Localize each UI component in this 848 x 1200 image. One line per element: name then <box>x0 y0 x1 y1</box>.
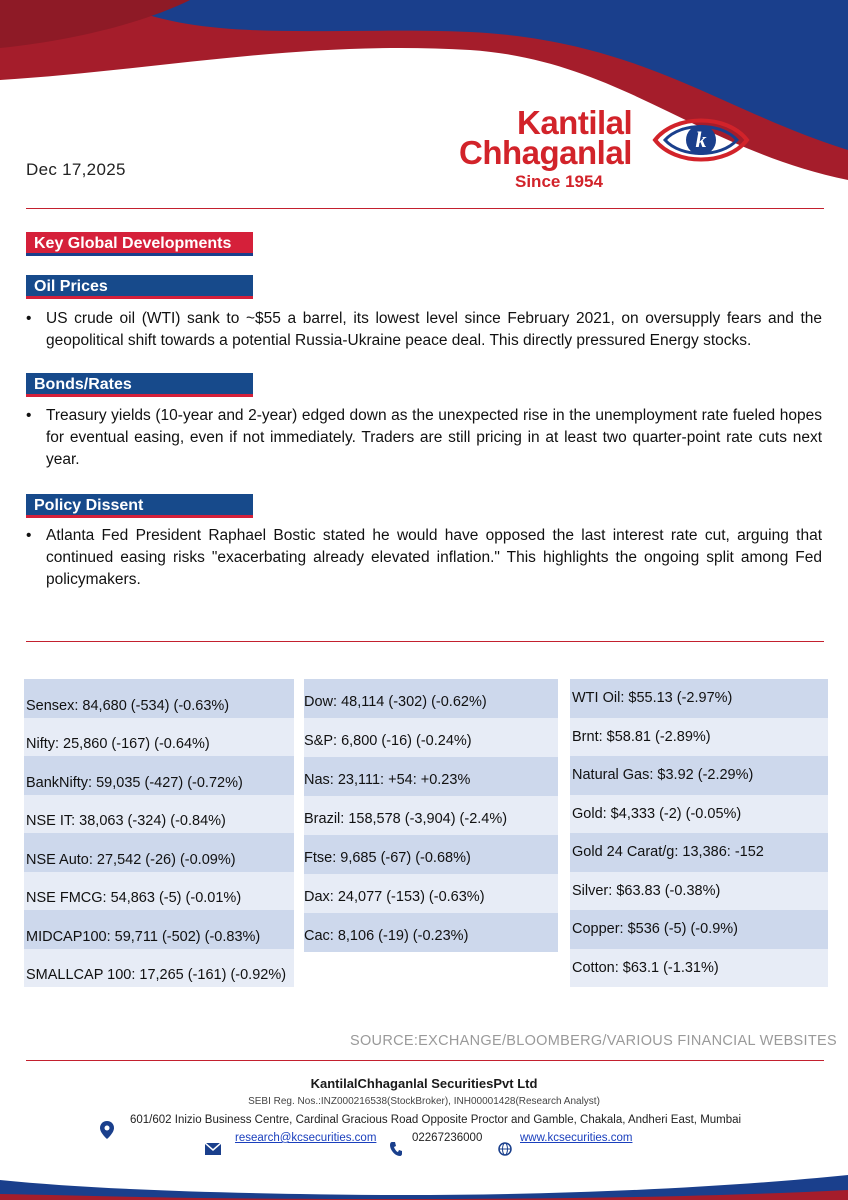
market-cell: Nas: 23,111: +54: +0.23% <box>304 757 558 796</box>
footer-email-link[interactable]: research@kcsecurities.com <box>235 1132 377 1144</box>
market-cell: Copper: $536 (-5) (-0.9%) <box>570 910 828 949</box>
logo-since: Since 1954 <box>515 172 603 191</box>
bullet-oil-text: US crude oil (WTI) sank to ~$55 a barrel, its lowest level since February 2021, on oversupply fears and the geopolitical shift towards a potential Russia-Ukraine peace deal. This directly pressured Energy stocks. <box>46 310 822 349</box>
footer-website-link[interactable]: www.kcsecurities.com <box>520 1132 633 1144</box>
market-cell: SMALLCAP 100: 17,265 (-161) (-0.92%) <box>24 949 294 988</box>
market-cell: Nifty: 25,860 (-167) (-0.64%) <box>24 718 294 757</box>
market-cell: Cac: 8,106 (-19) (-0.23%) <box>304 913 558 952</box>
footer-decoration <box>0 1150 848 1200</box>
company-logo <box>455 104 765 198</box>
key-global-title: Key Global Developments <box>26 232 253 256</box>
header-divider <box>26 208 824 209</box>
bullet-policy-text: Atlanta Fed President Raphael Bostic stated he would have opposed the last interest rate cut, arguing that continued easing risks "exacerbating already elevated inflation." This highlights the ongoing split among Fed policymakers. <box>46 527 822 588</box>
market-cell: WTI Oil: $55.13 (-2.97%) <box>570 679 828 718</box>
market-cell: NSE IT: 38,063 (-324) (-0.84%) <box>24 795 294 834</box>
logo-line-2: Chhaganlal <box>459 134 632 171</box>
market-cell: Dow: 48,114 (-302) (-0.62%) <box>304 679 558 718</box>
globe-icon <box>498 1142 512 1156</box>
bullet-dot: • <box>26 407 32 424</box>
market-cell: Silver: $63.83 (-0.38%) <box>570 872 828 911</box>
market-cell: Dax: 24,077 (-153) (-0.63%) <box>304 874 558 913</box>
logo-line-1: Kantilal <box>517 104 633 141</box>
market-cell: S&P: 6,800 (-16) (-0.24%) <box>304 718 558 757</box>
bullet-policy <box>26 525 822 591</box>
bullet-oil <box>26 308 822 352</box>
source-note: SOURCE:EXCHANGE/BLOOMBERG/VARIOUS FINANCIAL WEBSITES <box>350 1033 837 1049</box>
bullet-bonds <box>26 405 822 471</box>
market-cell: Gold 24 Carat/g: 13,386: -152 <box>570 833 828 872</box>
market-cell: Ftse: 9,685 (-67) (-0.68%) <box>304 835 558 874</box>
market-cell: Cotton: $63.1 (-1.31%) <box>570 949 828 988</box>
markets-domestic-column <box>24 679 294 987</box>
market-cell: MIDCAP100: 59,711 (-502) (-0.83%) <box>24 910 294 949</box>
market-cell: NSE Auto: 27,542 (-26) (-0.09%) <box>24 833 294 872</box>
market-cell: BankNifty: 59,035 (-427) (-0.72%) <box>24 756 294 795</box>
section-title-bonds: Bonds/Rates <box>26 373 253 397</box>
market-cell: Gold: $4,333 (-2) (-0.05%) <box>570 795 828 834</box>
location-pin-icon <box>100 1121 114 1139</box>
market-cell: NSE FMCG: 54,863 (-5) (-0.01%) <box>24 872 294 911</box>
report-date: Dec 17,2025 <box>26 160 126 179</box>
bullet-dot: • <box>26 310 32 327</box>
markets-global-column <box>304 679 558 952</box>
footer-divider <box>26 1060 824 1061</box>
section-title-oil: Oil Prices <box>26 275 253 299</box>
footer-phone: 02267236000 <box>412 1132 483 1144</box>
logo-eye-icon <box>651 110 751 170</box>
market-cell: Natural Gas: $3.92 (-2.29%) <box>570 756 828 795</box>
section-divider <box>26 641 824 642</box>
section-title-policy: Policy Dissent <box>26 494 253 518</box>
phone-icon <box>390 1142 402 1156</box>
market-cell: Sensex: 84,680 (-534) (-0.63%) <box>24 679 294 718</box>
bullet-dot: • <box>26 527 32 544</box>
footer-address: 601/602 Inizio Business Centre, Cardinal Gracious Road Opposite Proctor and Gamble, Chakala, Andheri East, Mumbai <box>130 1114 742 1126</box>
footer-sebi-registration: SEBI Reg. Nos.:INZ000216538(StockBroker), INH00001428(Research Analyst) <box>248 1096 600 1107</box>
footer-company-name: KantilalChhaganlal SecuritiesPvt Ltd <box>310 1076 538 1091</box>
market-cell: Brazil: 158,578 (-3,904) (-2.4%) <box>304 796 558 835</box>
bullet-bonds-text: Treasury yields (10-year and 2-year) edged down as the unexpected rise in the unemployment rate fueled hopes for eventual easing, even if not immediately. Traders are still pricing in at least two quarter-point rate cuts next year. <box>46 407 822 468</box>
logo-mark-letter: k <box>695 127 707 152</box>
market-cell: Brnt: $58.81 (-2.89%) <box>570 718 828 757</box>
markets-commodities-column <box>570 679 828 987</box>
email-icon <box>205 1143 221 1155</box>
